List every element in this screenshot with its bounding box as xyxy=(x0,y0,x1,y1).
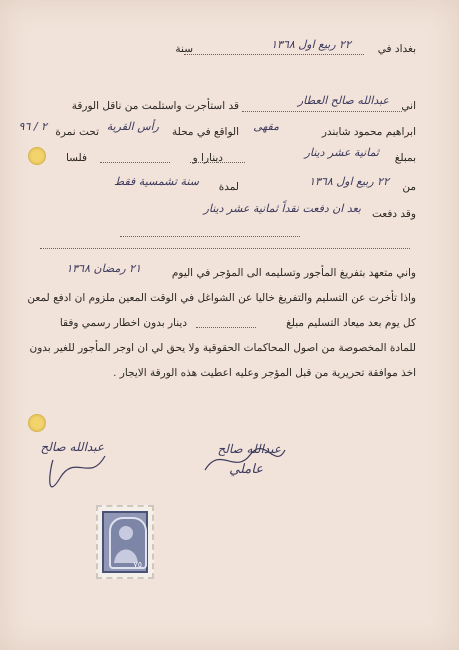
header-date-dots xyxy=(184,54,364,55)
portrait-icon xyxy=(111,519,141,563)
signature-right-name: عبدالله صالح xyxy=(217,442,281,456)
signature-right-scribble xyxy=(200,440,290,480)
para2-return-date: ٢١ رمضان ١٣٦٨ xyxy=(66,262,141,275)
line5-text: وقد دفعت xyxy=(371,208,416,220)
line1-dots xyxy=(242,111,402,112)
punch-hole-bottom xyxy=(28,414,46,432)
revenue-stamp xyxy=(96,505,154,579)
header-year-label: سنة xyxy=(175,43,193,55)
line6-dots xyxy=(40,248,410,249)
line3-text2: دينارا و xyxy=(192,152,223,164)
para2-line3-dots xyxy=(196,327,256,328)
line2-number: ٢ / ٩٦ xyxy=(18,120,47,133)
signature-right-mark: عاملي xyxy=(229,462,263,477)
header-city-label: بغداد في xyxy=(377,43,416,55)
line5-payment: بعد ان دفعت نقداً ثمانية عشر دينار xyxy=(203,202,361,215)
line2-text2: الواقع في محلة xyxy=(171,126,239,138)
line4-text: من xyxy=(402,181,416,193)
para2-line3b: دينار بدون اخطار رسمي وفقا xyxy=(59,317,187,329)
line6b-dots xyxy=(120,236,300,237)
line2-district: رأس القرية xyxy=(106,120,159,133)
line3-dots2 xyxy=(100,162,170,163)
header-date-handwritten: ٢٢ ربيع اول ١٣٦٨ xyxy=(271,38,351,51)
revenue-stamp-body xyxy=(102,511,148,573)
line1-prefix: اني xyxy=(401,100,416,112)
line4-duration: سنة تشمسية فقط xyxy=(114,175,199,188)
para2-line1: واني متعهد بتفريغ المأجور وتسليمه الى المؤجر في اليوم xyxy=(171,267,416,279)
para2-line2: واذا تأخرت عن التسليم والتفريغ خاليا عن الشواغل في الوقت المعين ملزوم ان ادفع لمعن xyxy=(27,292,416,304)
para2-line3: كل يوم بعد ميعاد التسليم مبلغ xyxy=(286,317,416,329)
line2-text3: تحت نمرة xyxy=(55,126,99,138)
signature-left-name: عبدالله صالح xyxy=(40,440,104,454)
line2-property-type: مقهى xyxy=(253,120,279,133)
line1-tenant-name: عبدالله صالح العطار xyxy=(297,94,389,107)
line3-amount: ثمانية عشر دينار xyxy=(304,146,379,159)
line3-text3: فلسا xyxy=(65,152,87,164)
punch-hole-top xyxy=(28,147,46,165)
signature-left-scribble xyxy=(45,448,115,488)
para2-line5: اخذ موافقة تحريرية من قبل المؤجر وعليه اعطيت هذه الورقة الايجار . xyxy=(113,367,416,379)
para2-line4: للمادة المخصوصة من اصول المحاكمات الحقوقية ولا يحق لي ان اوجر المأجور للغير بدون xyxy=(29,342,416,354)
line2-owner: ابراهيم محمود شابندر xyxy=(321,126,416,138)
line3-text: بمبلغ xyxy=(394,152,416,164)
line4-start-date: ٢٢ ربيع اول ١٣٦٨ xyxy=(309,175,389,188)
line1-text: قد استأجرت واستلمت من ناقل الورقة xyxy=(71,100,239,112)
line4-text2: لمدة xyxy=(218,181,239,193)
revenue-stamp-value: ٧٥ xyxy=(133,560,142,569)
